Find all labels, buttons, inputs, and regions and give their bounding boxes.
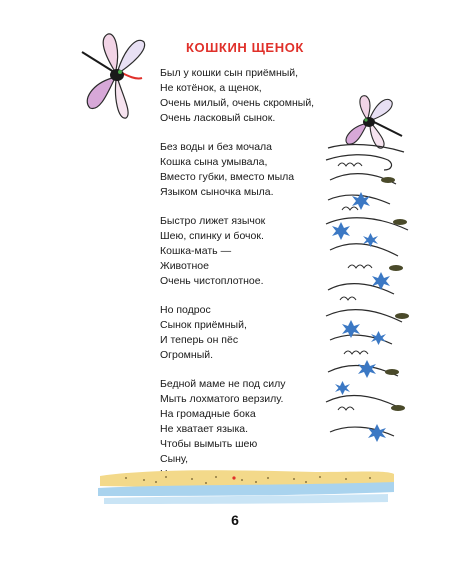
poem-line: Сыну, bbox=[160, 453, 189, 465]
poem-line: Языком сыночка мыла. bbox=[160, 186, 274, 198]
poem-title: КОШКИН ЩЕНОК bbox=[186, 40, 304, 55]
poem-line: Животное bbox=[160, 260, 209, 272]
poem-line: Очень ласковый сынок. bbox=[160, 112, 276, 124]
poem-line: Не хватает языка. bbox=[160, 423, 249, 435]
poem-line: Вместо губки, вместо мыла bbox=[160, 171, 295, 183]
poem-line: И теперь он пёс bbox=[160, 334, 239, 346]
flower-vines-icon bbox=[318, 140, 418, 460]
poem-line: Мыть лохматого верзилу. bbox=[160, 393, 284, 405]
poem-line: Без воды и без мочала bbox=[160, 141, 273, 153]
poem-line: Кошка-мать — bbox=[160, 245, 232, 257]
poem-line: Бедной маме не под силу bbox=[160, 378, 286, 390]
sand-water-strip-icon bbox=[96, 466, 396, 508]
poem-line: Не котёнок, а щенок, bbox=[160, 82, 262, 94]
page-number: 6 bbox=[231, 512, 239, 528]
poem-stanza bbox=[160, 66, 350, 126]
poem-line: Очень чистоплотное. bbox=[160, 275, 264, 287]
dragonfly-icon bbox=[72, 28, 152, 123]
poem-line: Сынок приёмный, bbox=[160, 319, 247, 331]
poem-line: Шею, спинку и бочок. bbox=[160, 230, 264, 242]
poem-line: Был у кошки сын приёмный, bbox=[160, 67, 299, 79]
poem-line: Чтобы вымыть шею bbox=[160, 438, 258, 450]
poem-line: Кошка сына умывала, bbox=[160, 156, 268, 168]
poem-line: Огромный. bbox=[160, 349, 214, 361]
poem-line: Быстро лижет язычок bbox=[160, 215, 266, 227]
poem-line: На громадные бока bbox=[160, 408, 256, 420]
poem-line: Очень милый, очень скромный, bbox=[160, 97, 315, 109]
poem-line: Но подрос bbox=[160, 304, 211, 316]
